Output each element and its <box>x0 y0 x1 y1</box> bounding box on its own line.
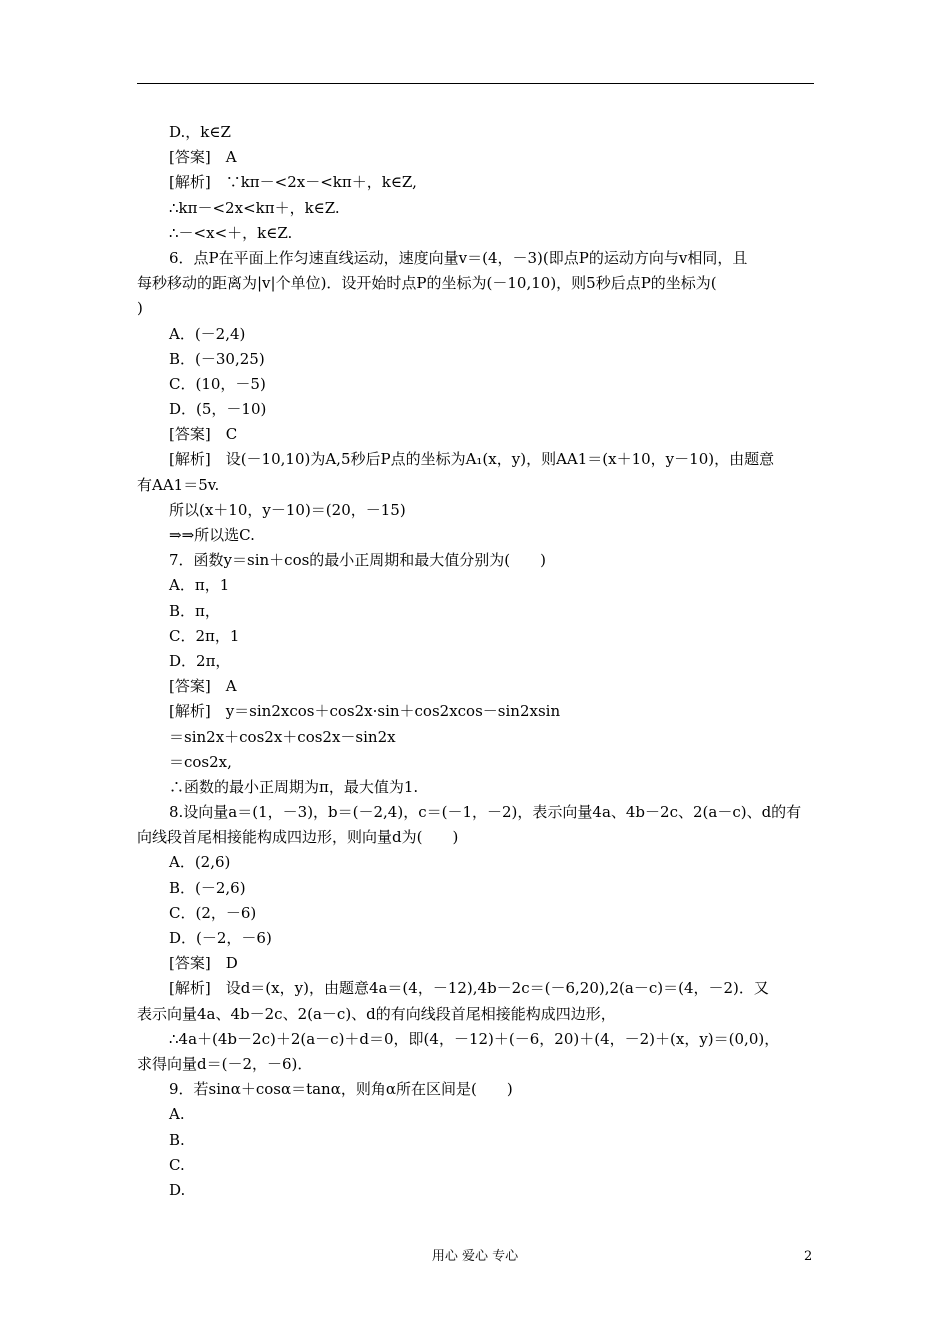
text-line: D．(5，－10) <box>169 400 267 419</box>
text-line: ⇒⇒所以选C. <box>169 526 255 544</box>
text-line: A. <box>169 1105 185 1124</box>
text-line: A．(2,6) <box>169 853 231 872</box>
text-line: A．π，1 <box>169 576 230 595</box>
text-line: 6．点P在平面上作匀速直线运动，速度向量v＝(4，－3)(即点P的运动方向与v相同，且 <box>169 248 748 267</box>
text-line: [答案] A <box>169 677 237 696</box>
text-line: C．2π，1 <box>169 626 240 645</box>
text-line: D．(－2，－6) <box>169 929 272 947</box>
text-line: 7．函数y＝sin＋cos的最小正周期和最大值分别为( ) <box>169 551 547 570</box>
text-line: B．π， <box>169 601 220 620</box>
text-line: ∴－<x<＋，k∈Z. <box>169 223 293 242</box>
header-rule <box>137 83 814 84</box>
text-line: [答案] A <box>169 148 237 167</box>
text-line: B. <box>169 1130 185 1149</box>
text-line: C. <box>169 1155 185 1174</box>
text-line: ∴4a＋(4b－2c)＋2(a－c)＋d＝0，即(4，－12)＋(－6，20)＋(4，－2)＋(x，y)＝(0,0)， <box>169 1029 780 1048</box>
text-line: A．(－2,4) <box>169 324 246 343</box>
text-line: 表示向量4a、4b－2c、2(a－c)、d的有向线段首尾相接能构成四边形， <box>137 1004 616 1023</box>
text-line: D. <box>169 1180 186 1199</box>
text-line: B．(－2,6) <box>169 878 246 897</box>
text-line: D.，k∈Z <box>169 123 231 141</box>
text-line: ＝sin2x＋cos2x＋cos2x－sin2x <box>169 727 396 746</box>
text-line: ∴kπ－<2x<kπ＋，k∈Z. <box>169 198 340 217</box>
footer-slogan: 用心 爱心 专心 <box>431 1249 519 1264</box>
text-line: 8.设向量a＝(1，－3)，b＝(－2,4)，c＝(－1，－2)，表示向量4a、4b－2c、2(a－c)、d的有 <box>169 803 802 822</box>
text-line: [解析] ∵kπ－<2x－<kπ＋，k∈Z, <box>169 173 417 192</box>
text-line: ) <box>137 299 143 318</box>
text-line: [答案] C <box>169 425 238 444</box>
text-line: D．2π， <box>169 651 231 670</box>
text-line: [解析] 设(－10,10)为A,5秒后P点的坐标为A₁(x，y)，则AA1＝(x＋10，y－10)，由题意 <box>169 450 775 469</box>
page-number: 2 <box>804 1249 813 1264</box>
text-line: 9．若sinα＋cosα＝tanα，则角α所在区间是( ) <box>169 1080 513 1099</box>
text-line: [答案] D <box>169 954 238 973</box>
text-line: 每秒移动的距离为|v|个单位)．设开始时点P的坐标为(－10,10)，则5秒后点P的坐标为( <box>137 274 717 293</box>
text-line: 求得向量d＝(－2，－6)． <box>137 1054 313 1073</box>
text-line: ∴函数的最小正周期为π，最大值为1. <box>169 777 419 796</box>
text-line: [解析] 设d＝(x，y)，由题意4a＝(4，－12),4b－2c＝(－6,20),2(a－c)＝(4，－2)．又 <box>169 979 769 998</box>
text-line: B．(－30,25) <box>169 349 265 368</box>
text-line: 所以(x＋10，y－10)＝(20，－15) <box>169 500 406 519</box>
text-line: [解析] y＝sin2xcos＋cos2x·sin＋cos2xcos－sin2xsin <box>169 702 561 721</box>
text-line: 向线段首尾相接能构成四边形，则向量d为( ) <box>137 828 459 847</box>
text-line: C．(2，－6) <box>169 903 257 922</box>
text-line: 有AA1＝5v. <box>137 475 220 494</box>
document-body <box>137 120 817 1203</box>
text-line: ＝cos2x, <box>169 752 232 771</box>
text-line: C．(10，－5) <box>169 374 266 393</box>
